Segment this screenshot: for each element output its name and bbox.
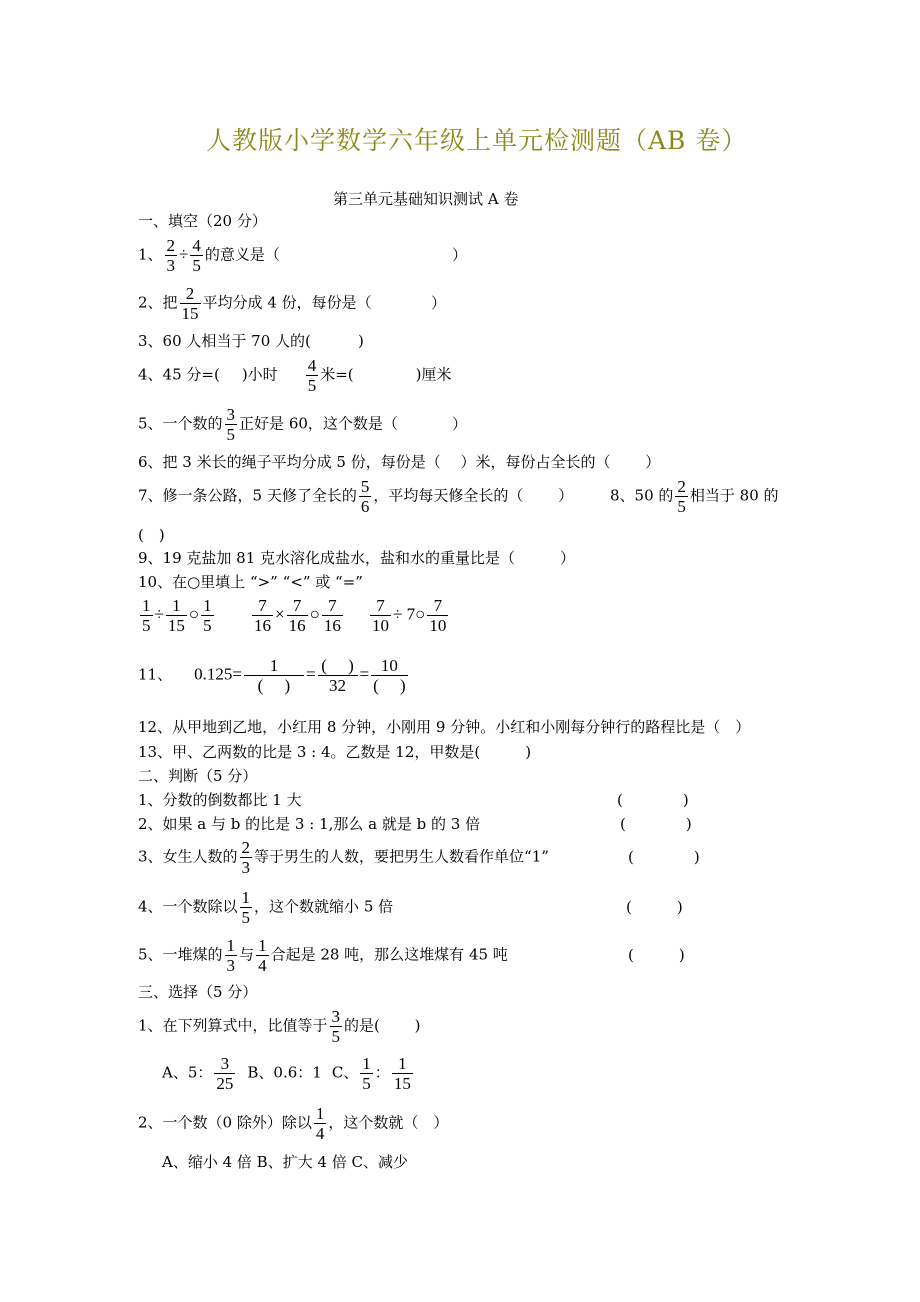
option-c-label[interactable]: C、 — [331, 1063, 359, 1082]
numerator: 3 — [331, 1007, 341, 1026]
fraction — [214, 1054, 235, 1093]
q-text: )小时 — [241, 365, 278, 384]
fraction — [225, 936, 238, 975]
numerator: 3 — [214, 1054, 235, 1074]
q-lead: 8、50 的 — [610, 486, 674, 505]
choice-options-2[interactable]: A、缩小 4 倍 B、扩大 4 倍 C、减少 — [162, 1153, 409, 1171]
denominator: 5 — [192, 256, 201, 275]
judge-item-3 — [138, 838, 549, 877]
section-heading-judge: 二、判断（5 分） — [138, 767, 258, 785]
q-text: 相当于 80 的 — [689, 486, 779, 505]
fraction — [287, 596, 308, 635]
judge-answer-paren[interactable]: ( ) — [626, 898, 683, 916]
denominator: 32 — [329, 676, 347, 695]
fraction — [240, 888, 253, 927]
choice-question-1 — [138, 1007, 421, 1046]
question-8 — [610, 477, 779, 516]
question-6: 6、把 3 米长的绳子平均分成 5 份，每份是（ ）米，每份占全长的（ ） — [138, 453, 661, 471]
judge-answer-paren[interactable]: ( ) — [620, 815, 692, 833]
equals: = — [359, 664, 370, 684]
denominator: 3 — [241, 858, 251, 877]
q-text: 合起是 28 吨，那么这堆煤有 45 吨 — [270, 945, 508, 964]
denominator: 16 — [288, 616, 306, 635]
q-lead: 7、修一条公路，5 天修了全长的 — [138, 486, 357, 505]
denominator: 15 — [181, 304, 199, 323]
fraction — [371, 656, 408, 695]
fraction — [322, 596, 343, 635]
numerator: 2 — [180, 284, 201, 304]
question-5 — [138, 405, 398, 444]
fraction — [180, 284, 201, 323]
operator: × — [275, 604, 285, 624]
denominator: 5 — [677, 497, 686, 516]
numerator: 7 — [427, 596, 448, 616]
fraction — [359, 477, 372, 516]
q-text: ，这个数就（ ） — [328, 1113, 449, 1132]
denominator: 15 — [167, 616, 185, 635]
question-2 — [138, 284, 372, 323]
numerator: 1 — [142, 596, 151, 615]
numerator: 7 — [287, 596, 308, 616]
fraction — [240, 838, 253, 877]
denominator: 4 — [315, 1124, 325, 1143]
denominator: 15 — [393, 1074, 411, 1093]
numerator: 10 — [371, 656, 408, 676]
compare-circle[interactable]: ○ — [309, 604, 320, 624]
numerator-blank[interactable]: ( ) — [318, 656, 358, 676]
fraction — [225, 405, 238, 444]
denominator-blank[interactable]: ( ) — [257, 676, 291, 695]
q-text: ，这个数就缩小 5 倍 — [254, 897, 394, 916]
fraction — [427, 596, 448, 635]
q-text: 的是( ) — [344, 1016, 421, 1035]
numerator: 2 — [166, 236, 176, 255]
answer-paren-close: ） — [431, 294, 447, 312]
denominator: 10 — [372, 616, 389, 635]
fraction — [318, 656, 358, 695]
answer-paren-close: ) — [358, 332, 364, 350]
value: 0.125= — [194, 664, 242, 684]
fraction — [256, 936, 269, 975]
q-text: 4、45 分=( — [138, 365, 220, 384]
q-lead: 1、 — [138, 245, 163, 264]
q-text: 3、60 人相当于 70 人的( — [138, 332, 311, 350]
numerator: 4 — [307, 356, 317, 375]
numerator: 1 — [226, 936, 236, 955]
judge-item-2: 2、如果 a 与 b 的比是 3 : 1,那么 a 就是 b 的 3 倍 — [138, 815, 481, 833]
numerator: 5 — [360, 477, 370, 496]
section-heading-fill: 一、填空（20 分） — [138, 212, 267, 230]
q-lead: 1、在下列算式中，比值等于 — [138, 1016, 328, 1035]
denominator: 5 — [203, 616, 212, 635]
judge-item-4 — [138, 888, 393, 927]
compare-circle[interactable]: ○ — [415, 604, 426, 624]
numerator: 1 — [241, 888, 251, 907]
fraction — [166, 596, 187, 635]
equals: = — [305, 664, 316, 684]
denominator: 5 — [331, 1027, 341, 1046]
q-text: ，平均每天修全长的（ ） — [373, 486, 574, 505]
denominator: 5 — [226, 425, 236, 444]
fraction — [314, 1104, 327, 1143]
q-text: 的意义是（ — [204, 245, 280, 264]
fraction — [330, 1007, 343, 1046]
option-b[interactable]: B、0.6：1 — [247, 1063, 322, 1082]
q-lead: 2、一个数（0 除外）除以 — [138, 1113, 312, 1132]
fraction — [201, 596, 214, 635]
question-13: 13、甲、乙两数的比是 3 : 4。乙数是 12，甲数是( ) — [138, 743, 532, 761]
judge-item-5 — [138, 936, 508, 975]
question-10: 10、在○里填上 “>” “<” 或 “=” — [138, 573, 363, 591]
choice-options-1 — [162, 1054, 415, 1093]
compare-expression-2 — [250, 596, 345, 635]
fraction — [675, 477, 688, 516]
choice-question-2 — [138, 1104, 448, 1143]
denominator-blank[interactable]: ( ) — [373, 676, 406, 695]
operator: ÷ — [179, 244, 189, 264]
numerator: 1 — [244, 656, 304, 676]
fraction — [306, 356, 319, 395]
q-text: )厘米 — [415, 365, 452, 384]
numerator: 7 — [252, 596, 273, 616]
denominator: 10 — [429, 616, 447, 635]
section-subtitle: 第三单元基础知识测试 A 卷 — [333, 190, 519, 208]
denominator: 3 — [226, 956, 236, 975]
numerator: 4 — [192, 236, 201, 255]
compare-circle[interactable]: ○ — [188, 604, 200, 624]
question-8-answer: ( ) — [138, 526, 165, 544]
q-text: 与 — [239, 945, 255, 964]
numerator: 1 — [258, 936, 267, 955]
judge-answer-paren[interactable]: ( ) — [628, 946, 685, 964]
q-lead: 3、女生人数的 — [138, 847, 238, 866]
question-3 — [138, 331, 311, 351]
document-title: 人教版小学数学六年级上单元检测题（AB 卷） — [206, 126, 748, 155]
numerator: 3 — [226, 405, 236, 424]
denominator: 16 — [323, 616, 341, 635]
answer-paren-close: ） — [452, 415, 468, 433]
fraction — [140, 596, 153, 635]
q-lead: 5、一个数的 — [138, 414, 223, 433]
denominator: 3 — [166, 256, 176, 275]
fraction — [360, 1054, 373, 1093]
numerator: 7 — [322, 596, 343, 616]
ratio-colon: ： — [374, 1063, 390, 1082]
q-lead: 11、 — [138, 665, 173, 684]
denominator: 5 — [362, 1074, 371, 1093]
numerator: 1 — [315, 1104, 325, 1123]
denominator: 6 — [360, 497, 370, 516]
denominator: 25 — [216, 1074, 234, 1093]
numerator: 1 — [203, 596, 212, 615]
judge-item-1: 1、分数的倒数都比 1 大 — [138, 791, 302, 809]
judge-answer-paren[interactable]: ( ) — [617, 791, 689, 809]
numerator: 2 — [677, 477, 686, 496]
numerator: 1 — [166, 596, 187, 616]
compare-expression-1 — [138, 596, 216, 635]
question-9: 9、19 克盐加 81 克水溶化成盐水，盐和水的重量比是（ ） — [138, 549, 576, 567]
answer-paren-close: ） — [452, 246, 468, 264]
fraction — [165, 236, 178, 275]
fraction — [190, 236, 203, 275]
q-text: 平均分成 4 份，每份是（ — [202, 293, 372, 312]
denominator: 16 — [254, 616, 271, 635]
question-4 — [138, 356, 451, 395]
compare-expression-3 — [368, 596, 450, 635]
question-12: 12、从甲地到乙地，小红用 8 分钟，小刚用 9 分钟。小红和小刚每分钟行的路程比是（ ） — [138, 718, 751, 736]
q-text: 米=( — [320, 365, 354, 384]
judge-answer-paren[interactable]: ( ) — [628, 848, 700, 866]
question-7 — [138, 477, 573, 516]
fraction — [244, 656, 304, 695]
numerator: 1 — [392, 1054, 413, 1074]
question-11 — [138, 656, 410, 695]
denominator: 4 — [258, 956, 267, 975]
fraction — [370, 596, 391, 635]
numerator: 2 — [241, 838, 251, 857]
q-text: 等于男生的人数，要把男生人数看作单位“1” — [254, 847, 549, 866]
fraction — [252, 596, 273, 635]
q-lead: 4、一个数除以 — [138, 897, 238, 916]
q-lead: 5、一堆煤的 — [138, 945, 223, 964]
question-1 — [138, 236, 280, 275]
numerator: 1 — [362, 1054, 371, 1073]
option-a-label[interactable]: A、5： — [162, 1063, 213, 1082]
operator: ÷ — [154, 604, 164, 624]
operator: ÷ 7 — [393, 604, 416, 624]
denominator: 5 — [307, 376, 317, 395]
q-text: 正好是 60，这个数是（ — [239, 414, 398, 433]
numerator: 7 — [370, 596, 391, 616]
q-lead: 2、把 — [138, 293, 178, 312]
denominator: 5 — [241, 908, 251, 927]
fraction — [392, 1054, 413, 1093]
section-heading-choice: 三、选择（5 分） — [138, 983, 258, 1001]
denominator: 5 — [142, 616, 151, 635]
